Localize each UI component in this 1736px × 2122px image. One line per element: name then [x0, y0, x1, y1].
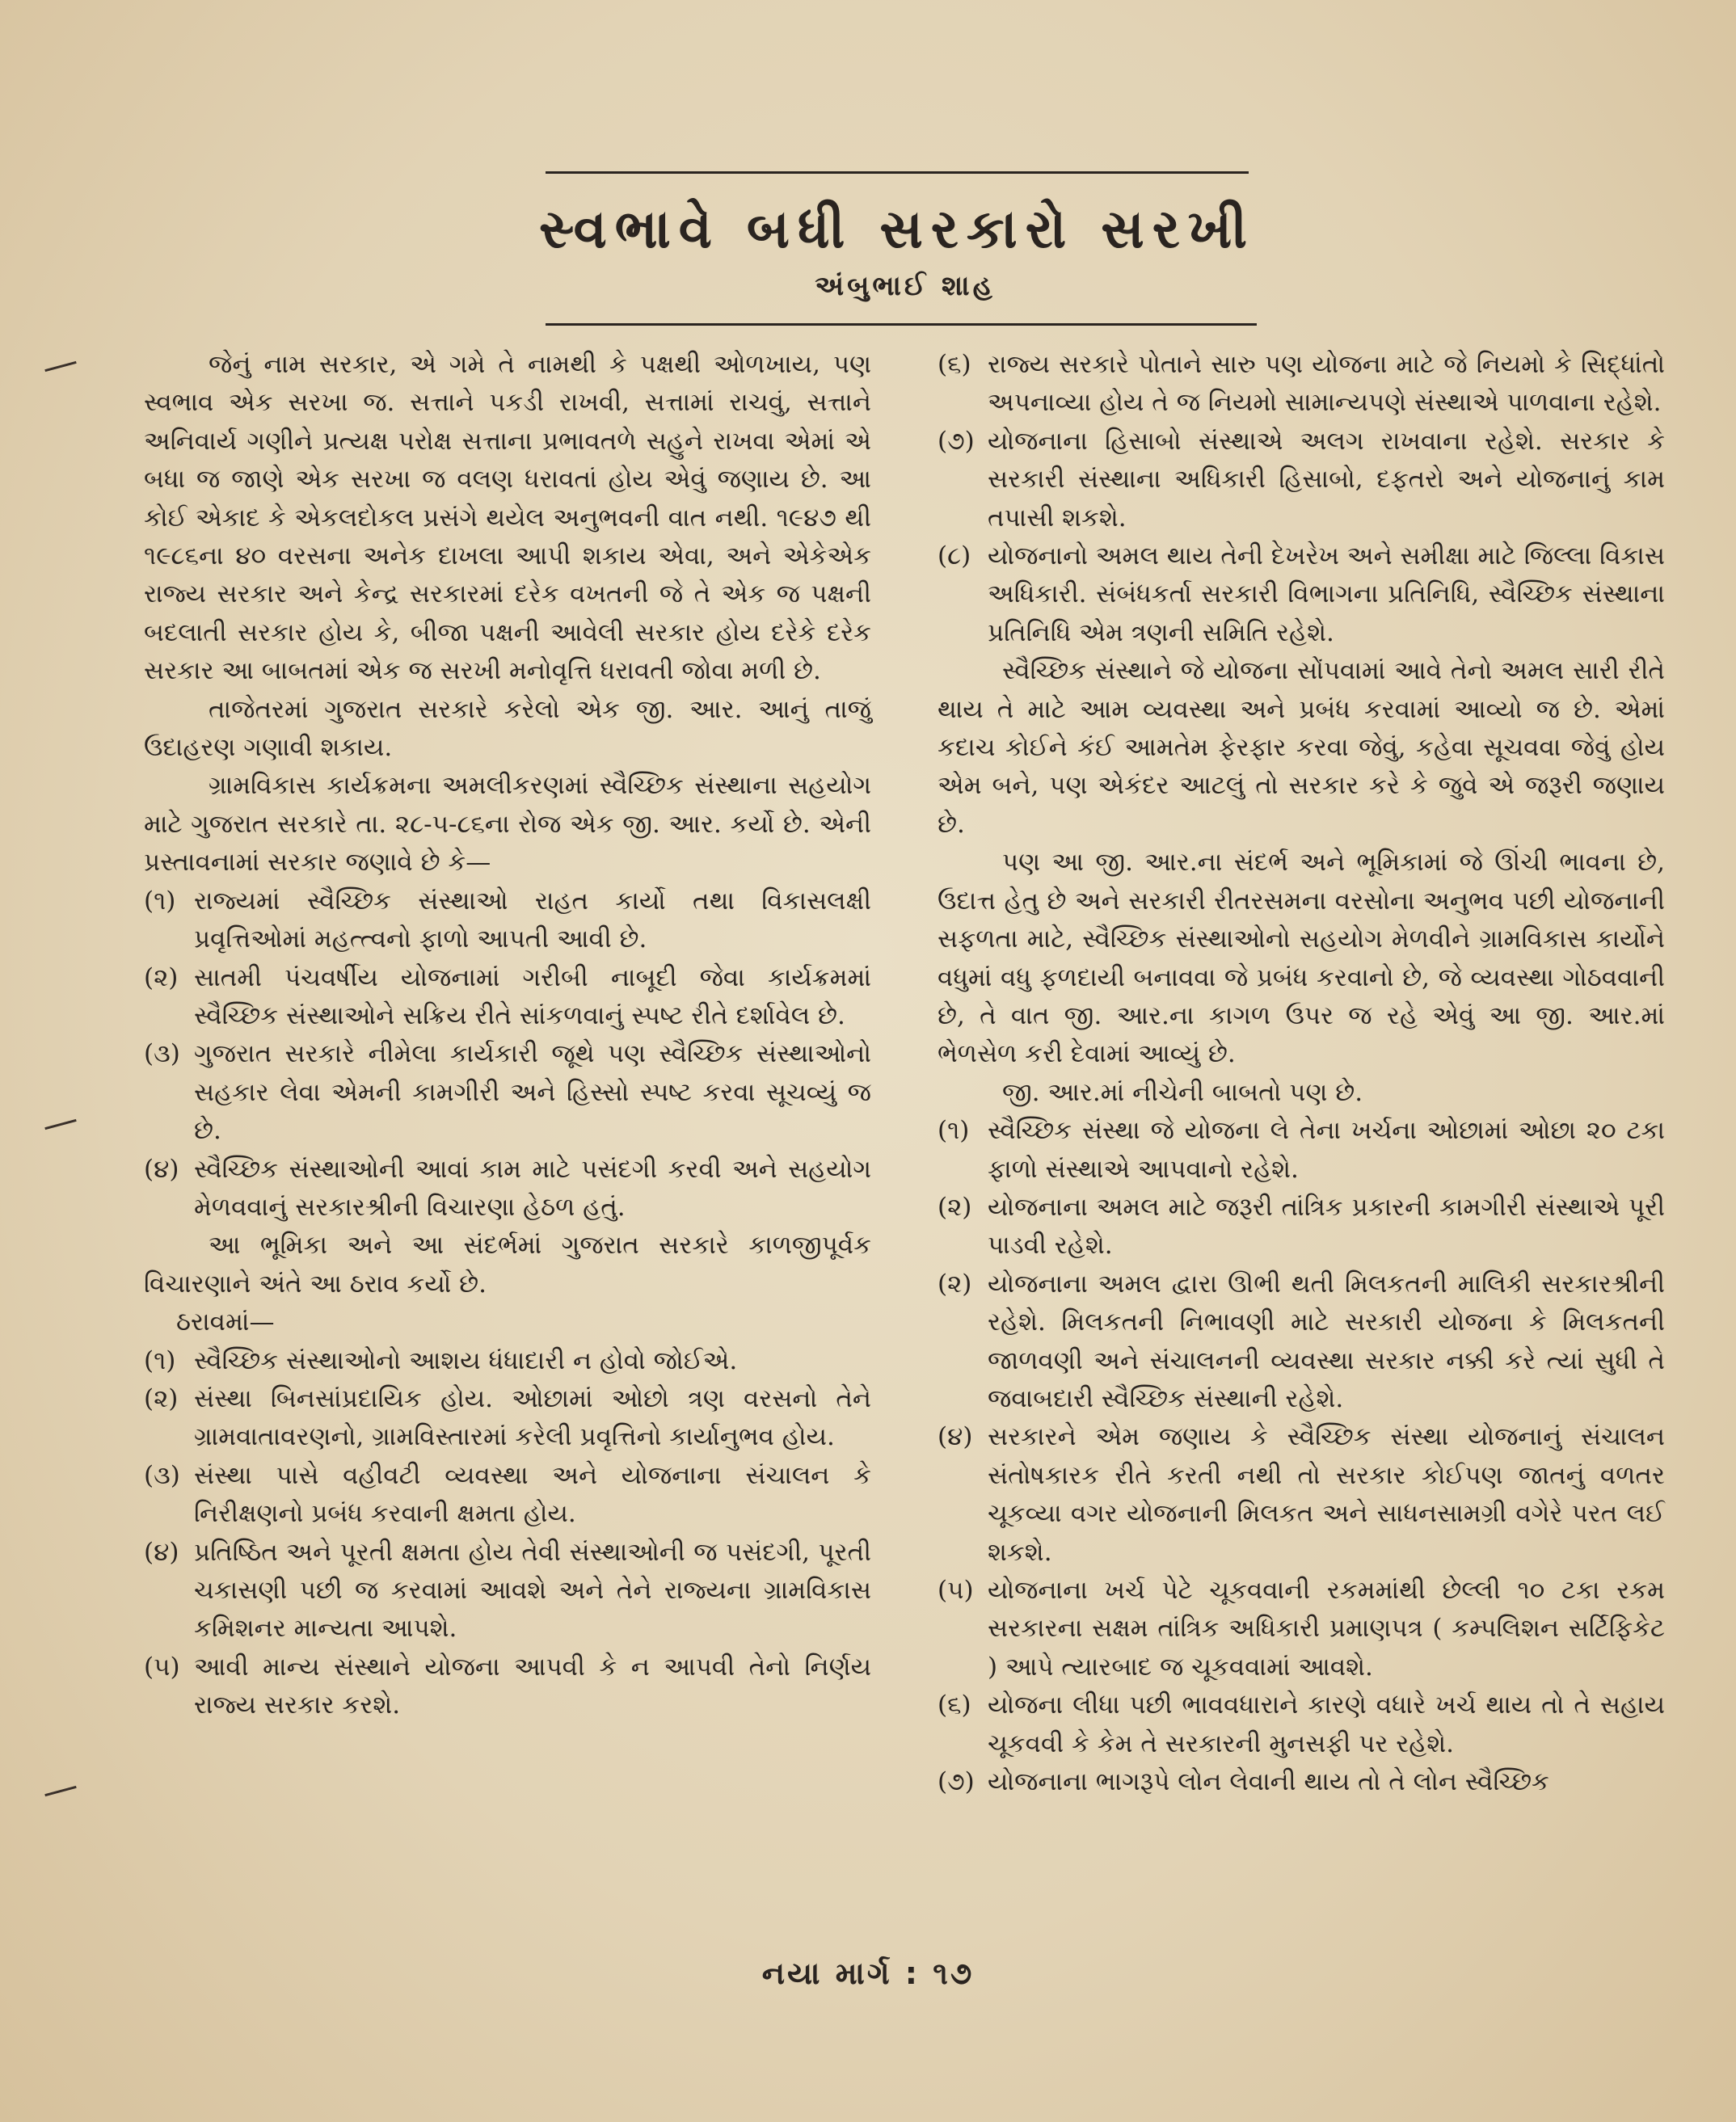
list-text: યોજનાના અમલ માટે જરૂરી તાંત્રિક પ્રકારની કામગીરી સંસ્થાએ પૂરી પાડવી રહેશે. — [988, 1192, 1665, 1261]
list-text: યોજનાના ભાગરૂપે લોન લેવાની થાય તો તે લોન સ્વૈચ્છિક — [988, 1767, 1549, 1797]
margin-mark — [44, 1786, 76, 1796]
list-number: (૭) — [938, 1767, 975, 1797]
list-number: (૩) — [144, 1460, 180, 1490]
list-text: યોજના લીધા પછી ભાવવધારાને કારણે વધારે ખર્ચ થાય તો તે સહાય ચૂકવવી કે કેમ તે સરકારની મુનસફી પર રહેશે. — [988, 1690, 1665, 1758]
list-number: (૮) — [938, 541, 971, 571]
list-item — [938, 1418, 1665, 1572]
margin-mark — [44, 361, 76, 372]
list-item — [144, 1151, 871, 1227]
list-item — [938, 1112, 1665, 1189]
list-item — [938, 537, 1665, 652]
list-number: (૨) — [938, 1269, 972, 1299]
resolution-list-continued — [938, 346, 1665, 652]
list-number: (૭) — [938, 426, 975, 456]
list-text: સંસ્થા બિનસાંપ્રદાયિક હોય. ઓછામાં ઓછો ત્રણ વરસનો તેને ગ્રામવાતાવરણનો, ગ્રામવિસ્તારમાં કરેલી પ્રવૃત્તિનો કાર્યાનુભવ હોય. — [194, 1383, 871, 1452]
margin-mark — [44, 1119, 76, 1130]
list-text: યોજનાના હિસાબો સંસ્થાએ અલગ રાખવાના રહેશે. સરકાર કે સરકારી સંસ્થાના અધિકારી હિસાબો, દફતરો અને યોજનાનું કામ તપાસી શકશે. — [988, 426, 1665, 533]
list-item — [144, 1380, 871, 1457]
list-text: સ્વૈચ્છિક સંસ્થાઓની આવાં કામ માટે પસંદગી કરવી અને સહયોગ મેળવવાનું સરકારશ્રીની વિચારણા હેઠળ હતું. — [194, 1154, 871, 1222]
list-item — [144, 1648, 871, 1725]
title-rule-bottom — [546, 323, 1257, 326]
list-item — [938, 1265, 1665, 1419]
list-text: સ્વૈચ્છિક સંસ્થાઓનો આશય ધંધાદારી ન હોવો જોઈએ. — [194, 1345, 738, 1375]
page-footer: નયા માર્ગ : ૧૭ — [761, 1956, 975, 1991]
list-text: પ્રતિષ્ઠિત અને પૂરતી ક્ષમતા હોય તેવી સંસ્થાઓની જ પસંદગી, પૂરતી ચકાસણી પછી જ કરવામાં આવશે અને તેને રાજ્યના ગ્રામવિકાસ કમિશનર માન્યતા આપશે. — [194, 1537, 871, 1644]
resolution-heading: ઠરાવમાં— — [176, 1307, 275, 1337]
resolution-list — [144, 1342, 871, 1725]
list-number: (૪) — [144, 1537, 179, 1567]
list-item — [938, 1763, 1665, 1801]
list-number: (૪) — [938, 1422, 973, 1452]
list-item — [938, 1189, 1665, 1265]
paragraph: તાજેતરમાં ગુજરાત સરકારે કરેલો એક જી. આર. આનું તાજું ઉદાહરણ ગણાવી શકાય. — [144, 694, 871, 763]
list-number: (૧) — [938, 1116, 970, 1146]
author-name: અંબુભાઈ શાહ — [815, 270, 996, 302]
list-text: યોજનાનો અમલ થાય તેની દેખરેખ અને સમીક્ષા માટે જિલ્લા વિકાસ અધિકારી. સંબંધકર્તા સરકારી વિભાગના પ્રતિનિધિ, સ્વૈચ્છિક સંસ્થાના પ્રતિનિધિ એમ ત્રણની સમિતિ રહેશે. — [988, 541, 1665, 647]
preamble-list — [144, 882, 871, 1227]
gr-provisions-list — [938, 1112, 1665, 1801]
left-column — [144, 346, 871, 1725]
paragraph: સ્વૈચ્છિક સંસ્થાને જે યોજના સોંપવામાં આવે તેનો અમલ સારી રીતે થાય તે માટે આમ વ્યવસ્થા અને પ્રબંધ કરવામાં આવ્યો જ છે. એમાં કદાચ કોઈને કંઈ આમતેમ ફેરફાર કરવા જેવું, કહેવા સૂચવવા જેવું હોય એમ બને, પણ એકંદર આટલું તો સરકાર કરે કે જુવે એ જરૂરી જણાય છે. — [938, 656, 1665, 839]
list-text: સ્વૈચ્છિક સંસ્થા જે યોજના લે તેના ખર્ચના ઓછામાં ઓછા ૨૦ ટકા ફાળો સંસ્થાએ આપવાનો રહેશે. — [988, 1116, 1665, 1184]
list-text: રાજ્ય સરકારે પોતાને સારુ પણ યોજના માટે જે નિયમો કે સિદ્ધાંતો અપનાવ્યા હોય તે જ નિયમો સામાન્યપણે સંસ્થાએ પાળવાના રહેશે. — [988, 350, 1665, 418]
list-number: (૬) — [938, 1690, 971, 1720]
list-text: યોજનાના ખર્ચ પેટે ચૂકવવાની રકમમાંથી છેલ્લી ૧૦ ટકા રકમ સરકારના સક્ષમ તાંત્રિક અધિકારી પ્રમાણપત્ર ( કમ્પલિશન સર્ટિફિકેટ ) આપે ત્યારબાદ જ ચૂકવવામાં આવશે. — [988, 1576, 1665, 1682]
list-item — [144, 1534, 871, 1648]
list-item — [144, 1457, 871, 1534]
paragraph: ગ્રામવિકાસ કાર્યક્રમના અમલીકરણમાં સ્વૈચ્છિક સંસ્થાના સહયોગ માટે ગુજરાત સરકારે તા. ૨૮-૫-૮૬ના રોજ એક જી. આર. કર્યો છે. એની પ્રસ્તાવનામાં સરકાર જણાવે છે કે— — [144, 771, 871, 878]
list-item — [938, 423, 1665, 537]
list-text: સાતમી પંચવર્ષીય યોજનામાં ગરીબી નાબૂદી જેવા કાર્યક્રમમાં સ્વૈચ્છિક સંસ્થાઓને સક્રિય રીતે સાંકળવાનું સ્પષ્ટ રીતે દર્શાવેલ છે. — [194, 962, 871, 1030]
list-number: (૧) — [144, 1345, 176, 1375]
list-number: (૨) — [144, 962, 179, 992]
paragraph: જેનું નામ સરકાર, એ ગમે તે નામથી કે પક્ષથી ઓળખાય, પણ સ્વભાવ એક સરખા જ. સત્તાને પકડી રાખવી, સત્તામાં રાચવું, સત્તાને અનિવાર્ય ગણીને પ્રત્યક્ષ પરોક્ષ સત્તાના પ્રભાવતળે સહુને રાખવા એમાં એ બધા જ જાણે એક સરખા જ વલણ ધરાવતાં હોય એવું જણાય છે. આ કોઈ એકાદ કે એકલદોકલ પ્રસંગે થયેલ અનુભવની વાત નથી. ૧૯૪૭ થી ૧૯૮૬ના ૪૦ વરસના અનેક દાખલા આપી શકાય એવા, અને એકેએક રાજ્ય સરકાર અને કેન્દ્ર સરકારમાં દરેક વખતની જે તે એક જ પક્ષની બદલાતી સરકાર હોય કે, બીજા પક્ષની આવેલી સરકાર હોય દરેકે દરેક સરકાર આ બાબતમાં એક જ સરખી મનોવૃત્તિ ધરાવતી જોવા મળી છે. — [144, 350, 871, 686]
list-item — [938, 1686, 1665, 1763]
paragraph: પણ આ જી. આર.ના સંદર્ભ અને ભૂમિકામાં જે ઊંચી ભાવના છે, ઉદાત્ત હેતુ છે અને સરકારી રીતરસમના વરસોના અનુભવ પછી યોજનાની સફળતા માટે, સ્વૈચ્છિક સંસ્થાઓનો સહયોગ મેળવીને ગ્રામવિકાસ કાર્યોને વધુમાં વધુ ફળદાયી બનાવવા જે પ્રબંધ કરવાનો છે, જે વ્યવસ્થા ગોઠવવાની છે, તે વાત જી. આર.ના કાગળ ઉપર જ રહે એવું આ જી. આર.માં ભેળસેળ કરી દેવામાં આવ્યું છે. — [938, 848, 1665, 1069]
list-text: રાજ્યમાં સ્વૈચ્છિક સંસ્થાઓ રાહત કાર્યો તથા વિકાસલક્ષી પ્રવૃત્તિઓમાં મહત્ત્વનો ફાળો આપતી આવી છે. — [194, 886, 871, 954]
list-text: ગુજરાત સરકારે નીમેલા કાર્યકારી જૂથે પણ સ્વૈચ્છિક સંસ્થાઓનો સહકાર લેવા એમની કામગીરી અને હિસ્સો સ્પષ્ટ કરવા સૂચવ્યું જ છે. — [194, 1039, 871, 1146]
list-text: આવી માન્ય સંસ્થાને યોજના આપવી કે ન આપવી તેનો નિર્ણય રાજ્ય સરકાર કરશે. — [194, 1652, 871, 1720]
list-item — [144, 1342, 871, 1380]
list-number: (૩) — [144, 1039, 180, 1069]
paragraph: જી. આર.માં નીચેની બાબતો પણ છે. — [1002, 1077, 1363, 1107]
list-number: (૬) — [938, 350, 971, 379]
list-number: (૨) — [144, 1383, 179, 1413]
article-title: સ્વભાવે બધી સરકારો સરખી — [539, 197, 1255, 260]
right-column — [938, 346, 1665, 1801]
list-item — [144, 1035, 871, 1150]
list-number: (૧) — [144, 886, 176, 916]
list-text: સરકારને એમ જણાય કે સ્વૈચ્છિક સંસ્થા યોજનાનું સંચાલન સંતોષકારક રીતે કરતી નથી તો સરકાર કોઈપણ જાતનું વળતર ચૂકવ્યા વગર યોજનાની મિલકત અને સાધનસામગ્રી વગેરે પરત લઈ શકશે. — [988, 1422, 1665, 1567]
list-number: (૫) — [938, 1576, 974, 1605]
list-number: (૫) — [144, 1652, 180, 1682]
list-text: યોજનાના અમલ દ્વારા ઊભી થતી મિલકતની માલિકી સરકારશ્રીની રહેશે. મિલકતની નિભાવણી માટે સરકારી યોજના કે મિલકતની જાળવણી અને સંચાલનની વ્યવસ્થા સરકાર નક્કી કરે ત્યાં સુધી તે જવાબદારી સ્વૈચ્છિક સંસ્થાની રહેશે. — [988, 1269, 1665, 1413]
list-item — [938, 346, 1665, 423]
list-number: (૪) — [144, 1154, 179, 1184]
list-number: (૨) — [938, 1192, 972, 1222]
list-text: સંસ્થા પાસે વહીવટી વ્યવસ્થા અને યોજનાના સંચાલન કે નિરીક્ષણનો પ્રબંધ કરવાની ક્ષમતા હોય. — [194, 1460, 871, 1529]
paragraph: આ ભૂમિકા અને આ સંદર્ભમાં ગુજરાત સરકારે કાળજીપૂર્વક વિચારણાને અંતે આ ઠરાવ કર્યો છે. — [144, 1231, 871, 1299]
list-item — [144, 882, 871, 959]
list-item — [938, 1572, 1665, 1686]
title-rule-top — [546, 171, 1249, 174]
list-item — [144, 959, 871, 1036]
